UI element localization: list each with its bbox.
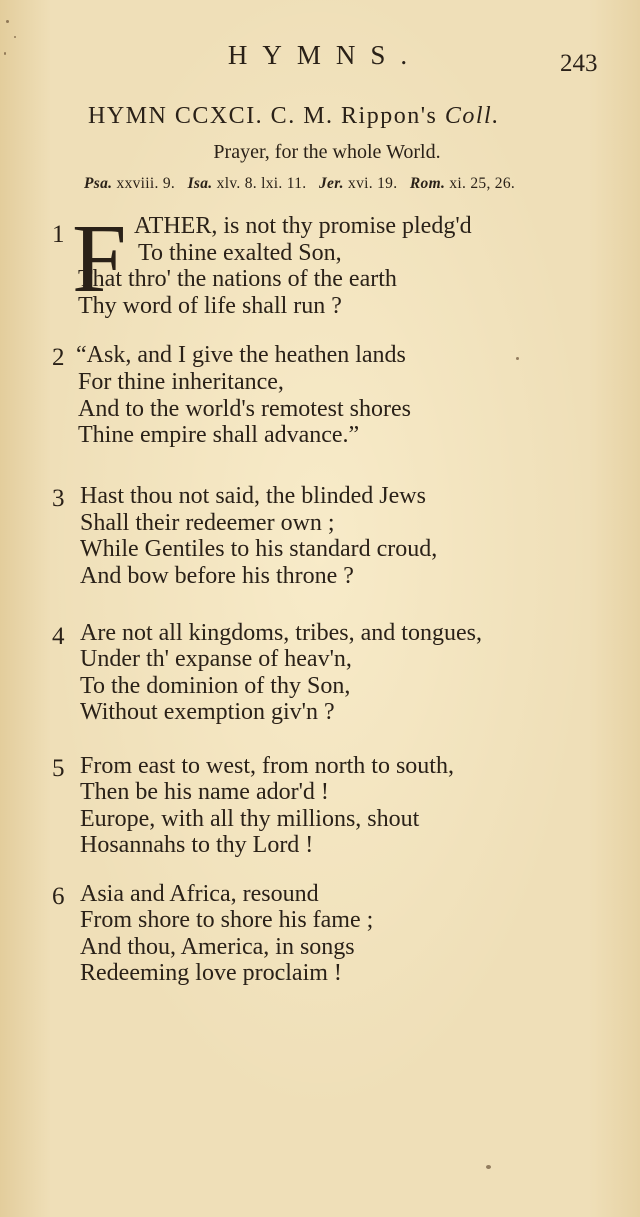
verse-line: Thy word of life shall run ?	[78, 293, 342, 319]
verse-line: Shall their redeemer own ;	[80, 510, 335, 536]
verse-line: Are not all kingdoms, tribes, and tongues,	[80, 620, 482, 646]
verse-line: And bow before his throne ?	[80, 563, 354, 589]
hymn-title-coll: Coll.	[444, 103, 500, 129]
stanza-number: 3	[52, 485, 65, 512]
running-head: HYMNS.	[227, 40, 423, 70]
hymn-title-main: HYMN CCXCI. C. M. Rippon's	[88, 103, 438, 129]
verse-line: Then be his name ador'd !	[80, 779, 329, 805]
verse-line: “Ask, and I give the heathen lands	[76, 342, 406, 368]
stanza-number: 1	[52, 221, 65, 248]
scripture-references	[84, 175, 515, 193]
verse-line: From east to west, from north to south,	[80, 753, 454, 779]
verse-line: Hosannahs to thy Lord !	[80, 832, 314, 858]
reference-cite: xlv. 8. lxi. 11.	[216, 175, 307, 192]
verse-line: That thro' the nations of the earth	[78, 266, 397, 292]
verse-line: ATHER, is not thy promise pledg'd	[134, 213, 472, 239]
verse-line: Under th' expanse of heav'n,	[80, 646, 352, 672]
verse-line: Redeeming love proclaim !	[80, 960, 342, 986]
reference-cite: xvi. 19.	[348, 175, 398, 192]
verse-line: Without exemption giv'n ?	[80, 699, 335, 725]
stanza-number: 4	[52, 623, 65, 650]
page-number: 243	[560, 50, 598, 77]
verse-line: Asia and Africa, resound	[80, 881, 319, 907]
reference-cite: xi. 25, 26.	[449, 175, 516, 192]
verse-line: Thine empire shall advance.”	[78, 422, 360, 448]
verse-line: Europe, with all thy millions, shout	[80, 806, 420, 832]
verse-line: To the dominion of thy Son,	[80, 673, 351, 699]
foxing-spot	[6, 20, 9, 23]
reference-book: Isa.	[187, 175, 213, 192]
stanza-number: 2	[52, 344, 65, 371]
verse-line: And to the world's remotest shores	[78, 396, 411, 422]
verse-line: To thine exalted Son,	[138, 240, 342, 266]
foxing-spot	[516, 357, 519, 360]
reference-book: Jer.	[318, 175, 344, 192]
verse-line: From shore to shore his fame ;	[80, 907, 374, 933]
stanza-number: 5	[52, 755, 65, 782]
hymn-title	[88, 103, 500, 130]
stanza-number: 6	[52, 883, 65, 910]
verse-line: For thine inheritance,	[78, 369, 284, 395]
verse-line: And thou, America, in songs	[80, 934, 355, 960]
foxing-spot	[14, 36, 16, 38]
reference-book: Rom.	[409, 175, 446, 192]
hymn-subtitle: Prayer, for the whole World.	[213, 141, 441, 163]
drop-cap: F	[72, 205, 127, 313]
reference-cite: xxviii. 9.	[116, 175, 176, 192]
verse-line: While Gentiles to his standard croud,	[80, 536, 438, 562]
foxing-spot	[486, 1165, 491, 1169]
verse-line: Hast thou not said, the blinded Jews	[80, 483, 426, 509]
reference-book: Psa.	[84, 175, 113, 192]
